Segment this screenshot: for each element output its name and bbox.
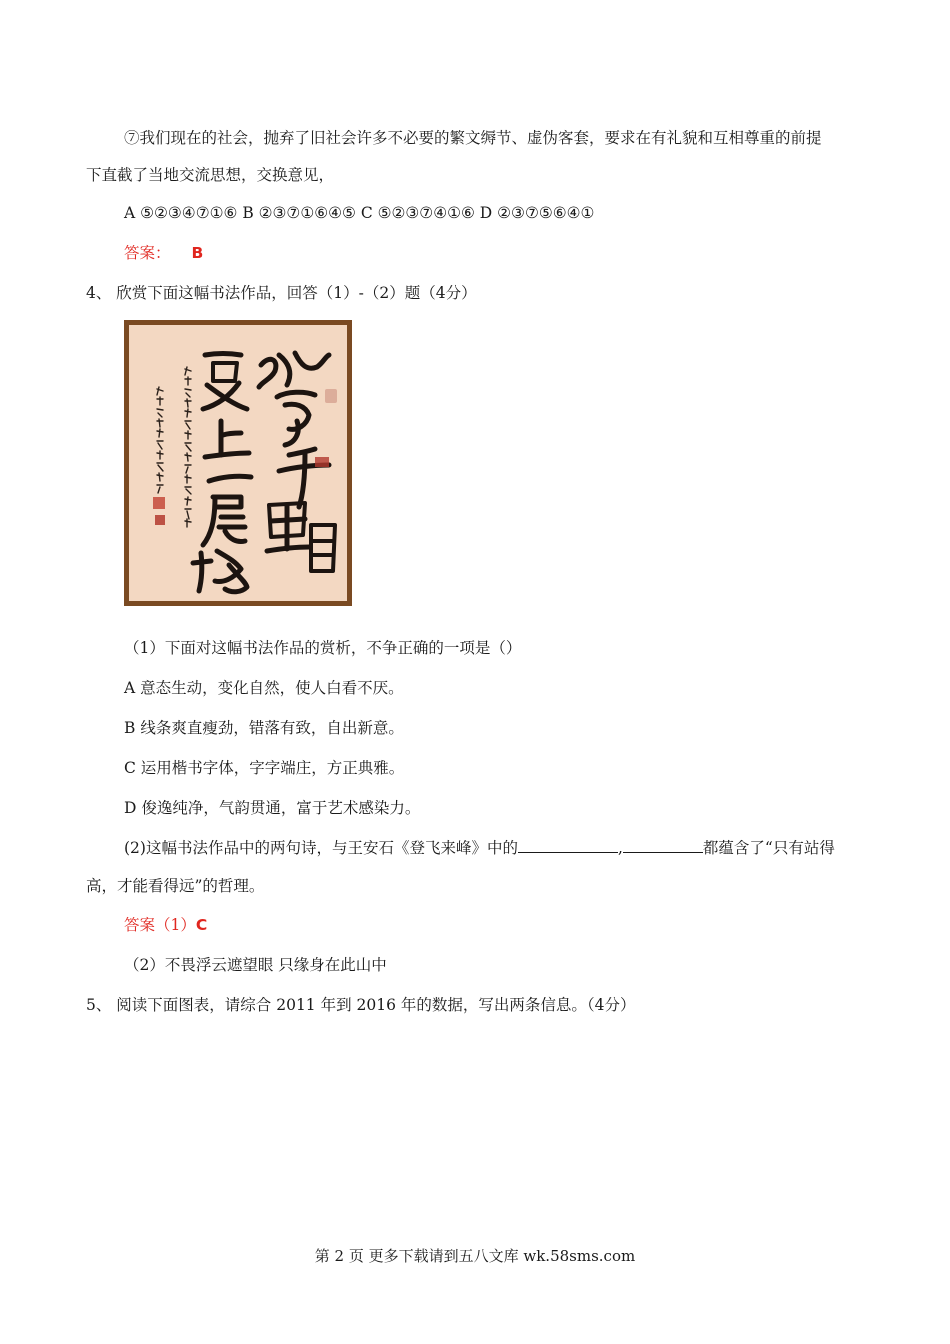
- page-footer: 第 2 页 更多下载请到五八文库 wk.58sms.com: [314, 1247, 636, 1265]
- calligraphy-artwork: [124, 320, 352, 606]
- q4-option-d: D 俊逸纯净，气韵贯通，富于艺术感染力。: [124, 799, 421, 817]
- q4-sub2-blank-1: [518, 837, 618, 853]
- q3-options: A ⑤②③④⑦①⑥ B ②③⑦①⑥④⑤ C ⑤②③⑦④①⑥ D ②③⑦⑤⑥④①: [124, 204, 595, 222]
- q4-sub1-prompt: （1）下面对这幅书法作品的赏析，不争正确的一项是（）: [124, 639, 522, 657]
- q3-answer-value: B: [191, 244, 204, 262]
- q3-answer-label: 答案：: [124, 244, 171, 262]
- q4-sub2-part2: 都蕴含了“只有站得: [702, 839, 835, 857]
- calligraphy-brush-strokes: [129, 325, 347, 601]
- q4-sub2-comma: ,: [617, 839, 623, 857]
- q4-prompt: 4、 欣赏下面这幅书法作品，回答（1）-（2）题（4分）: [86, 284, 477, 302]
- q4-sub2-line1: [124, 837, 835, 859]
- q4-answer1: [124, 914, 207, 936]
- q4-answer2: （2）不畏浮云遮望眼 只缘身在此山中: [124, 956, 387, 974]
- q4-option-b: B 线条爽直瘦劲，错落有致，自出新意。: [124, 719, 404, 737]
- q4-answer1-label: 答案（1）: [124, 916, 196, 934]
- q4-answer1-value: C: [195, 916, 208, 934]
- q3-item7-line1: ⑦我们现在的社会，抛弃了旧社会许多不必要的繁文缛节、虚伪客套，要求在有礼貌和互相尊重的前提: [124, 129, 822, 147]
- q3-item7-line2: 下直截了当地交流思想，交换意见，: [86, 166, 335, 184]
- q3-answer: [124, 242, 203, 264]
- q4-option-a: A 意态生动，变化自然，使人白看不厌。: [124, 679, 404, 697]
- q4-option-c: C 运用楷书字体，字字端庄，方正典雅。: [124, 759, 405, 777]
- q4-sub2-line2: 高，才能看得远”的哲理。: [86, 877, 265, 895]
- q4-sub2-part1: (2)这幅书法作品中的两句诗，与王安石《登飞来峰》中的: [124, 839, 518, 857]
- q5-prompt: 5、 阅读下面图表，请综合 2011 年到 2016 年的数据，写出两条信息。（4分）: [86, 996, 636, 1014]
- q4-sub2-blank-2: [623, 837, 703, 853]
